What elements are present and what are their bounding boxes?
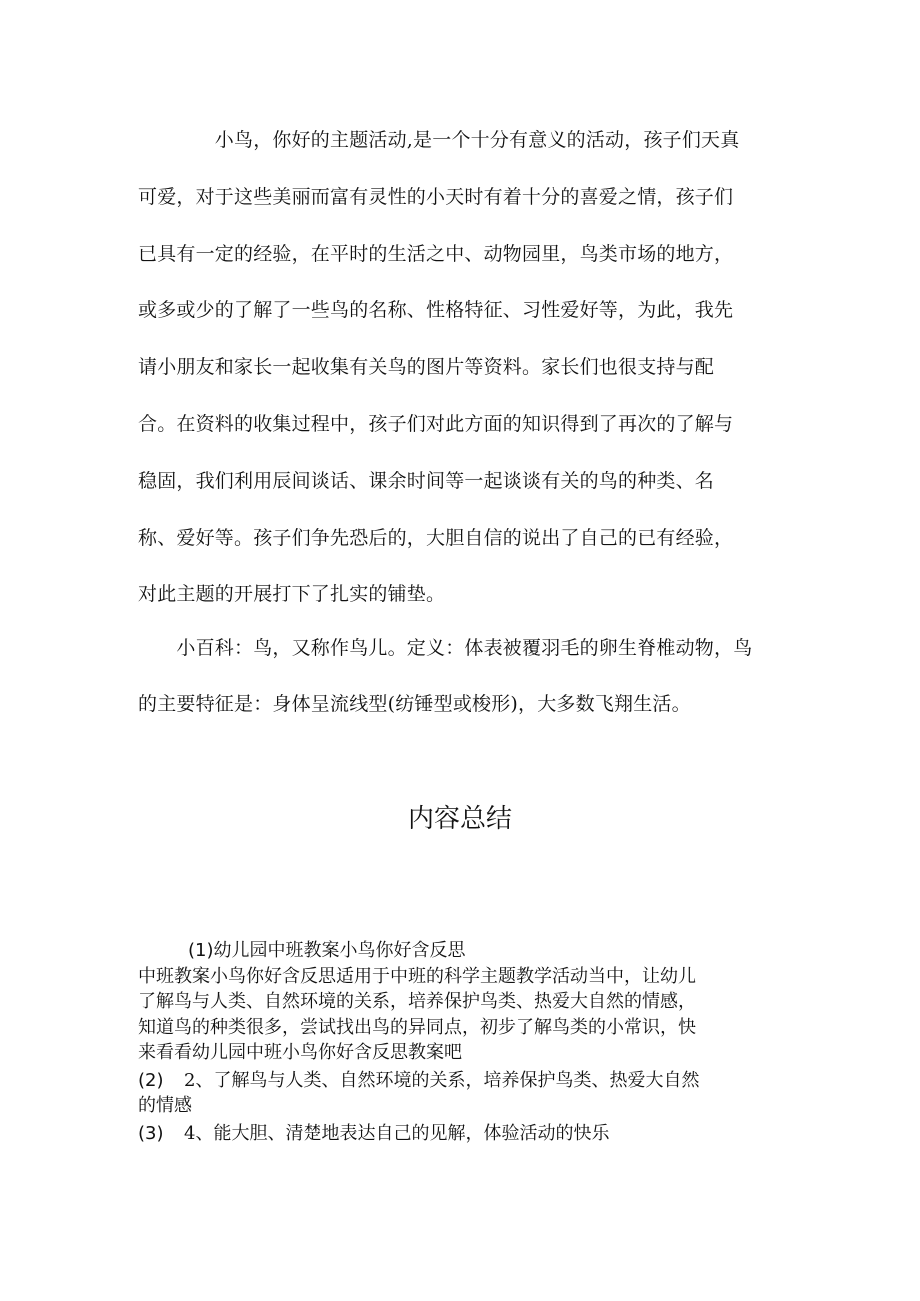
summary-item-1-title: 幼儿园中班教案小鸟你好含反思 — [213, 940, 466, 961]
summary-item-1-heading — [138, 938, 798, 964]
summary-item-1-body-line-3: 知道鸟的种类很多，尝试找出鸟的异同点，初步了解鸟类的小常识，快 — [138, 1016, 696, 1038]
intro-line-5: 请小朋友和家长一起收集有关鸟的图片等资料。家长们也很支持与配 — [138, 356, 715, 379]
encyclopedia-line-2: 的主要特征是：身体呈流线型(纺锤型或梭形)，大多数飞翔生活。 — [138, 693, 691, 715]
intro-paragraph — [138, 112, 798, 623]
summary-item-3-number: (3) — [138, 1122, 164, 1144]
intro-line-3: 已具有一定的经验，在平时的生活之中、动物园里，鸟类市场的地方， — [138, 242, 734, 265]
summary-list — [138, 938, 798, 1146]
summary-item-2-line-1: 2、了解鸟与人类、自然环境的关系，培养保护鸟类、热爱大自然 — [184, 1069, 700, 1091]
intro-line-7: 稳固，我们利用辰间谈话、课余时间等一起谈谈有关的鸟的种类、名 — [138, 469, 715, 492]
intro-line-9: 对此主题的开展打下了扎实的铺垫。 — [138, 583, 446, 606]
summary-item-1-body-line-1: 中班教案小鸟你好含反思适用于中班的科学主题教学活动当中，让幼儿 — [138, 965, 696, 987]
summary-item-2 — [138, 1068, 798, 1094]
intro-line-8: 称、爱好等。孩子们争先恐后的，大胆自信的说出了自己的已有经验， — [138, 526, 734, 549]
summary-item-2-line-2: 的情感 — [138, 1095, 192, 1116]
summary-item-1-body-line-4: 来看看幼儿园中班小鸟你好含反思教案吧 — [138, 1042, 462, 1063]
intro-line-2: 可爱，对于这些美丽而富有灵性的小天时有着十分的喜爱之情，孩子们 — [138, 185, 734, 208]
intro-line-1: 小鸟，你好的主题活动,是一个十分有意义的活动，孩子们天真 — [138, 129, 740, 151]
summary-item-2-number: (2) — [138, 1069, 164, 1091]
summary-item-1-number: (1) — [188, 940, 214, 961]
section-title: 内容总结 — [407, 804, 512, 834]
intro-line-6: 合。在资料的收集过程中，孩子们对此方面的知识得到了再次的了解与 — [138, 412, 734, 435]
summary-item-1-body-line-2: 了解鸟与人类、自然环境的关系，培养保护鸟类、热爱大自然的情感， — [138, 991, 696, 1012]
encyclopedia-paragraph — [138, 620, 798, 732]
summary-item-3 — [138, 1121, 798, 1147]
summary-item-3-text: 4、能大胆、清楚地表达自己的见解，体验活动的快乐 — [184, 1122, 610, 1144]
encyclopedia-line-1: 小百科：鸟，又称作鸟儿。定义：体表被覆羽毛的卵生脊椎动物，鸟 — [138, 637, 753, 659]
intro-line-4: 或多或少的了解了一些鸟的名称、性格特征、习性爱好等，为此，我先 — [138, 299, 734, 322]
